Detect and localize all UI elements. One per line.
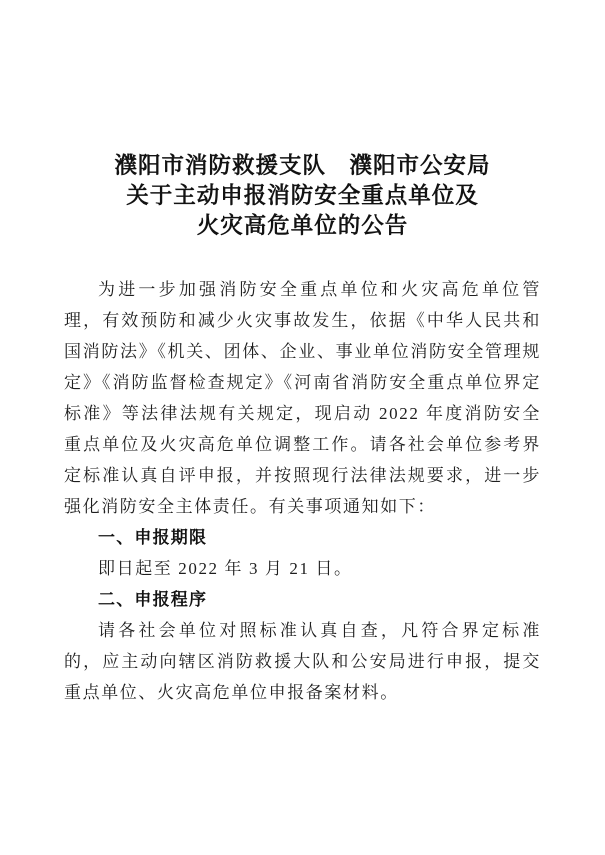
title-line-3: 火灾高危单位的公告: [196, 213, 409, 238]
title-line-1: 濮阳市消防救援支队 濮阳市公安局: [114, 153, 491, 178]
section-2-heading: 二、申报程序: [98, 590, 208, 609]
paragraph-intro: 为进一步加强消防安全重点单位和火灾高危单位管理，有效预防和减少火灾事故发生，依据《中华人民共和国消防法》《机关、团体、企业、事业单位消防安全管理规定》《消防监督检查规定》《河南省消防安全重点单位界定标准》等法律法规有关规定，现启动 2022 年度消防安全重点单位及火灾高危单位调整工作。请各社会单位参考界定标准认真自评申报，并按照现行法律法规要求，进一步强化消防安全主体责任。有关事项通知如下：: [64, 280, 541, 516]
document-title: [0, 0, 605, 241]
paragraph-deadline: 即日起至 2022 年 3 月 21 日。: [98, 559, 353, 578]
title-line-2: 关于主动申报消防安全重点单位及: [126, 183, 479, 208]
section-1-heading: 一、申报期限: [98, 528, 208, 547]
document-body: [64, 274, 541, 708]
paragraph-procedure: 请各社会单位对照标准认真自查，凡符合界定标准的，应主动向辖区消防救援大队和公安局进行申报，提交重点单位、火灾高危单位申报备案材料。: [64, 621, 541, 702]
